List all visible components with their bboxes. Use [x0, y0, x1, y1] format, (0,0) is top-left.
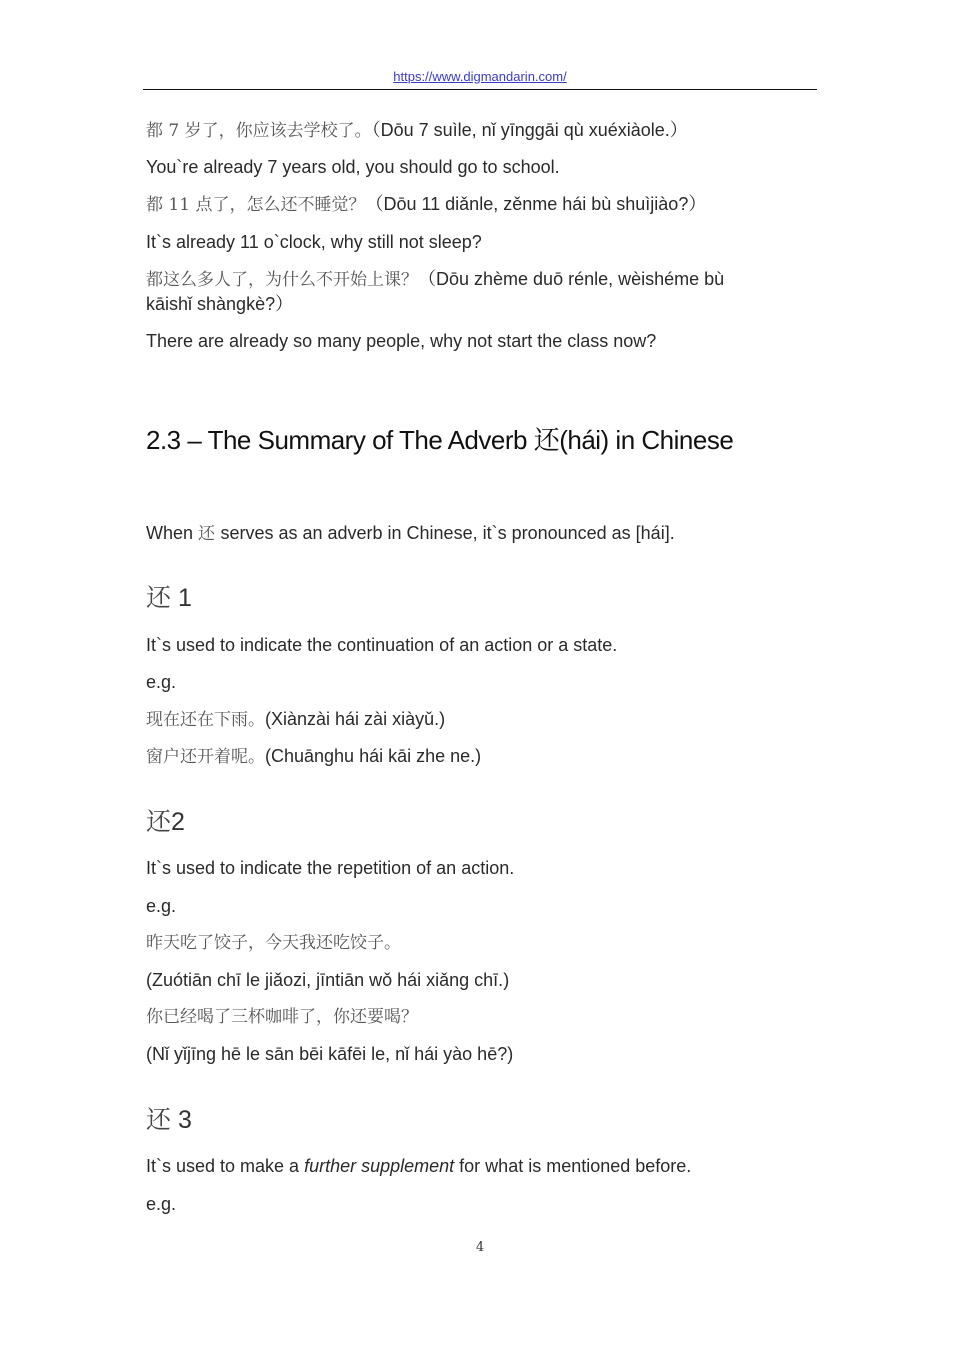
- example-chinese: [146, 1004, 418, 1029]
- usage-heading-number: 3: [171, 1106, 192, 1134]
- example-pinyin: （Dōu 7 suìle, nǐ yīnggāi qù xuéxiàole.）: [371, 120, 688, 140]
- example-chinese: 都 11 点了，怎么还不睡觉？: [146, 195, 366, 215]
- example-chinese-text: 你已经喝了三杯咖啡了，你还要喝？: [146, 1007, 418, 1027]
- example-pinyin-continued: kāishǐ shàngkè?）: [146, 294, 294, 314]
- usage-description: It`s used to indicate the repetition of an action.: [146, 858, 515, 878]
- example-chinese: 现在还在下雨。: [146, 710, 265, 730]
- usage-heading-1: [146, 578, 192, 614]
- example-pinyin: (Xiànzài hái zài xiàyǔ.): [265, 709, 446, 729]
- example-pinyin: （Dōu 11 diǎnle, zěnme hái bù shuìjiào?）: [365, 194, 707, 214]
- header-link[interactable]: https://www.digmandarin.com/: [393, 69, 567, 84]
- description-text: for what is mentioned before.: [454, 1156, 692, 1176]
- header-divider: [143, 89, 817, 90]
- example-pinyin: (Chuānghu hái kāi zhe ne.): [265, 746, 482, 766]
- example-line: [146, 707, 445, 732]
- example-chinese: 窗户还开着呢。: [146, 747, 265, 767]
- example-line: [146, 744, 481, 769]
- description-text: It`s used to make a: [146, 1156, 305, 1176]
- example-pinyin: (Zuótiān chī le jiǎozi, jīntiān wǒ hái xiǎng chī.): [146, 970, 510, 990]
- usage-heading-2: [146, 802, 185, 838]
- usage-heading-number: 1: [171, 584, 192, 612]
- example-translation: There are already so many people, why not start the class now?: [146, 331, 657, 351]
- intro-text: When: [146, 523, 199, 543]
- example-translation: It`s already 11 o`clock, why still not sleep?: [146, 232, 482, 252]
- example-chinese: 都 7 岁了，你应该去学校了。: [146, 121, 372, 141]
- description-emphasis: further supplement: [304, 1156, 455, 1176]
- eg-label: e.g.: [146, 896, 177, 916]
- section-title: 2.3 – The Summary of The Adverb 还(hái) in Chinese: [146, 425, 734, 455]
- example-chinese: 都这么多人了，为什么不开始上课？: [146, 270, 418, 290]
- example-line: [146, 118, 688, 143]
- intro-text: serves as an adverb in Chinese, it`s pronounced as [hái].: [220, 523, 675, 543]
- usage-description: [146, 1154, 691, 1178]
- eg-label: e.g.: [146, 1194, 177, 1214]
- example-pinyin: （Dōu zhème duō rénle, wèishéme bù: [418, 269, 725, 289]
- example-chinese-text: 昨天吃了饺子，今天我还吃饺子。: [146, 933, 401, 953]
- usage-description: It`s used to indicate the continuation of an action or a state.: [146, 635, 618, 655]
- usage-heading-chinese: 还: [146, 1105, 172, 1134]
- example-translation: You`re already 7 years old, you should go to school.: [146, 157, 560, 177]
- page-number: 4: [475, 1240, 485, 1255]
- example-pinyin: (Nǐ yǐjīng hē le sān bēi kāfēi le, nǐ hái yào hē?): [146, 1044, 514, 1064]
- usage-heading-number: 2: [171, 808, 185, 836]
- usage-heading-chinese: 还: [146, 583, 172, 612]
- example-line: [146, 192, 706, 217]
- example-line: [146, 267, 724, 292]
- usage-heading-chinese: 还: [146, 807, 172, 836]
- eg-label: e.g.: [146, 672, 177, 692]
- example-chinese: [146, 930, 401, 955]
- usage-heading-3: [146, 1100, 192, 1136]
- section-intro: [146, 521, 675, 546]
- intro-chinese: 还: [198, 524, 221, 544]
